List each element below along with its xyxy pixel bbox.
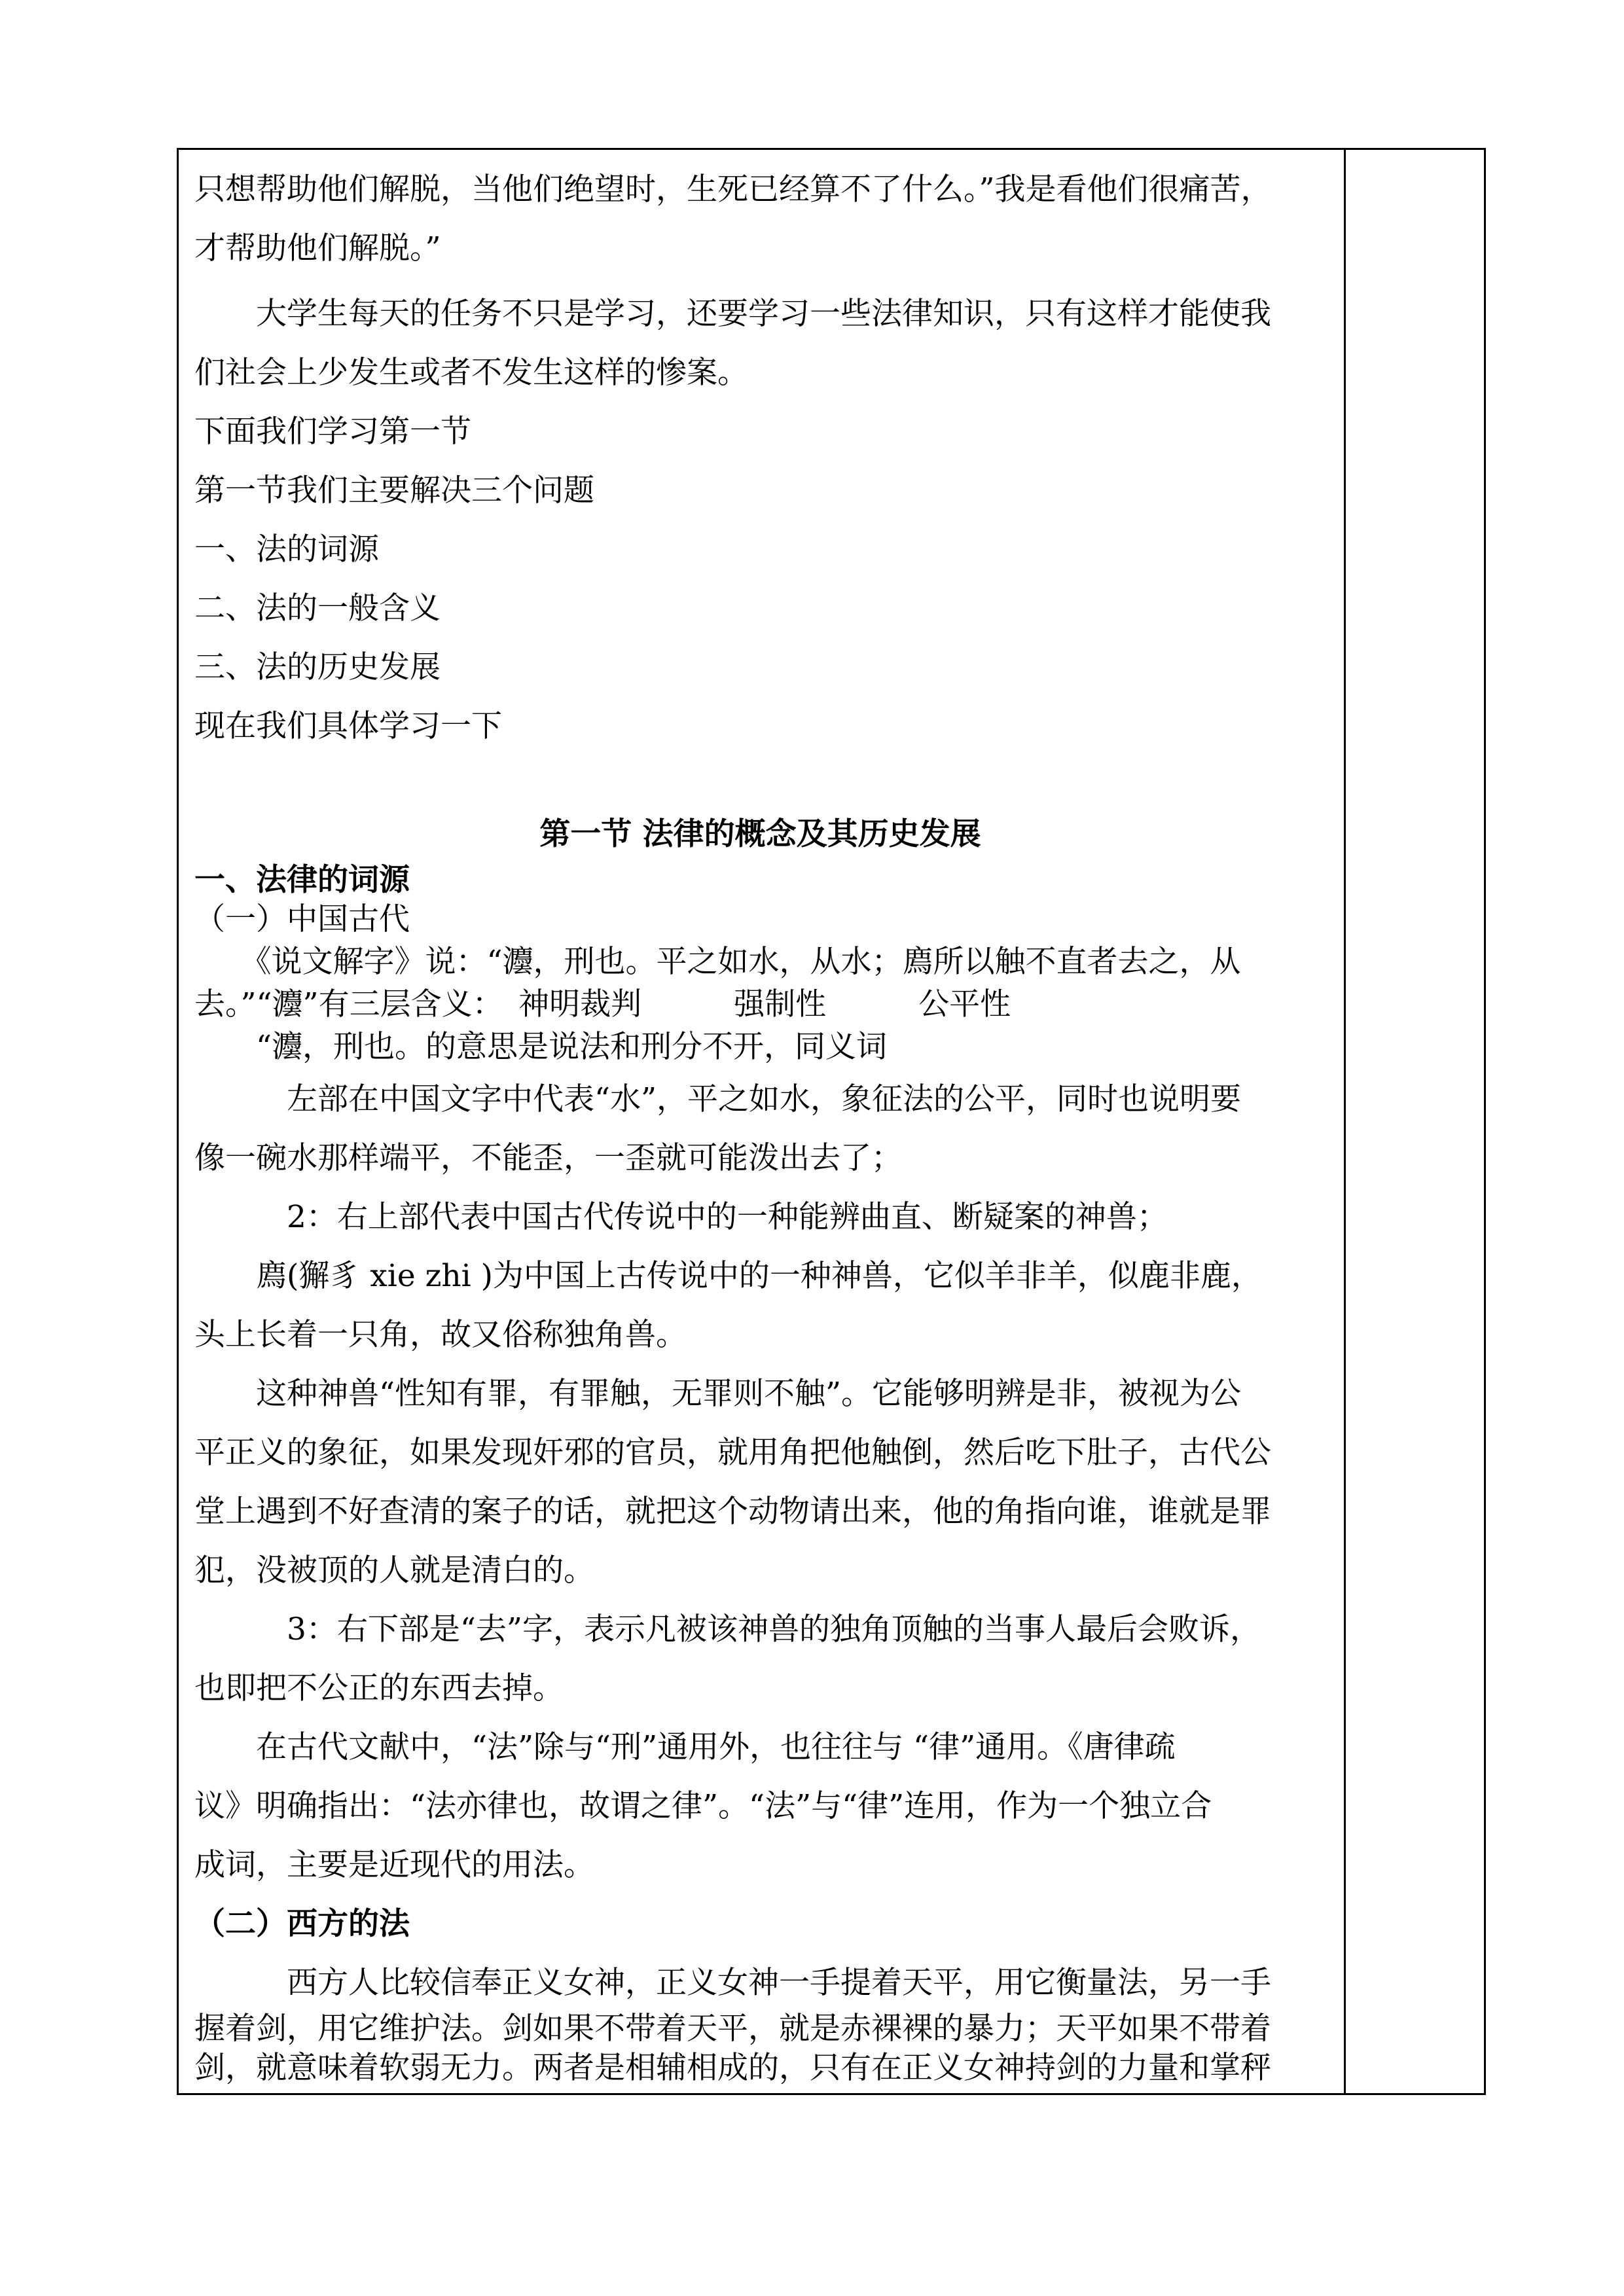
text-line: 下面我们学习第一节 <box>194 414 471 450</box>
text-line: 也即把不公正的东西去掉。 <box>194 1670 564 1706</box>
text-line: 2：右上部代表中国古代传说中的一种能辨曲直、断疑案的神兽； <box>194 1199 1168 1235</box>
subsection-heading: （一）中国古代 <box>194 901 410 937</box>
text-line: 三、法的历史发展 <box>194 649 441 685</box>
text-line: 在古代文献中，“法”除与“刑”通用外，也往往与 “律”通用。《唐律疏 <box>194 1729 1176 1765</box>
text-line: 3：右下部是“去”字，表示凡被该神兽的独角顶触的当事人最后会败诉， <box>194 1611 1261 1647</box>
text-line: 才帮助他们解脱。” <box>194 230 441 266</box>
text-line: 只想帮助他们解脱，当他们绝望时，生死已经算不了什么。”我是看他们很痛苦， <box>194 171 1272 207</box>
text-line: 平正义的象征，如果发现奸邪的官员，就用角把他触倒，然后吃下肚子，古代公 <box>194 1435 1271 1471</box>
text-line: 们社会上少发生或者不发生这样的惨案。 <box>194 355 748 391</box>
text-line: 堂上遇到不好查清的案子的话，就把这个动物请出来，他的角指向谁，谁就是罪 <box>194 1494 1271 1530</box>
text-line: 议》明确指出：“法亦律也，故谓之律”。“法”与“律”连用，作为一个独立合 <box>194 1788 1212 1824</box>
text-line: 《说文解字》说：“灋，刑也。平之如水，从水；廌所以触不直者去之，从 <box>194 944 1241 980</box>
text-line: 去。”“灋”有三层含义： 神明裁判 强制性 公平性 <box>194 986 1011 1022</box>
section-heading: 一、法律的词源 <box>194 862 410 898</box>
text-line: 头上长着一只角，故又俗称独角兽。 <box>194 1317 687 1353</box>
column-divider <box>1344 148 1346 2095</box>
text-line: 廌(獬豸 xie zhi )为中国上古传说中的一种神兽，它似羊非羊，似鹿非鹿， <box>194 1258 1262 1294</box>
text-line: 这种神兽“性知有罪，有罪触，无罪则不触”。它能够明辨是非，被视为公 <box>194 1376 1242 1412</box>
text-line: 西方人比较信奉正义女神，正义女神一手提着天平，用它衡量法，另一手 <box>194 1965 1271 2001</box>
text-line: 成词，主要是近现代的用法。 <box>194 1847 594 1883</box>
text-line: 犯，没被顶的人就是清白的。 <box>194 1552 594 1588</box>
text-line: 大学生每天的任务不只是学习，还要学习一些法律知识，只有这样才能使我 <box>194 296 1271 332</box>
text-line: 现在我们具体学习一下 <box>194 708 502 744</box>
subsection-heading: （二）西方的法 <box>194 1906 410 1942</box>
text-line: 握着剑，用它维护法。剑如果不带着天平，就是赤裸裸的暴力；天平如果不带着 <box>194 2011 1271 2047</box>
text-line: “灋，刑也。的意思是说法和刑分不开，同义词 <box>194 1029 888 1065</box>
text-line: 第一节我们主要解决三个问题 <box>194 473 594 509</box>
section-title: 第一节 法律的概念及其历史发展 <box>539 816 981 852</box>
text-line: 像一碗水那样端平，不能歪，一歪就可能泼出去了； <box>194 1140 902 1176</box>
text-line: 剑，就意味着软弱无力。两者是相辅相成的，只有在正义女神持剑的力量和掌秤 <box>194 2050 1271 2086</box>
text-line: 一、法的词源 <box>194 531 379 567</box>
text-line: 左部在中国文字中代表“水”，平之如水，象征法的公平，同时也说明要 <box>194 1081 1242 1117</box>
text-line: 二、法的一般含义 <box>194 590 441 626</box>
